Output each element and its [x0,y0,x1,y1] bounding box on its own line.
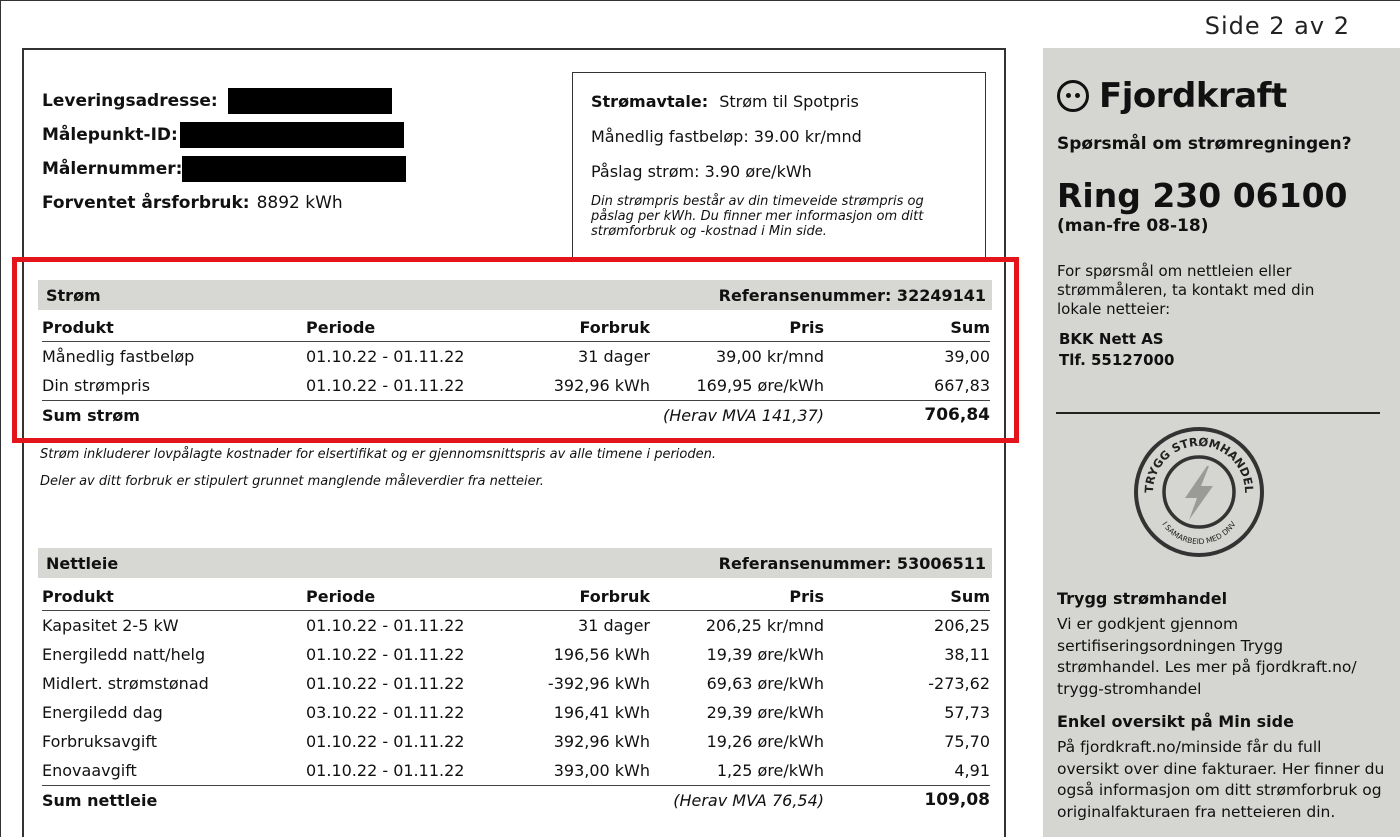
expected-usage-label: Forventet årsforbruk: [42,193,250,213]
brand-name: Fjordkraft [1099,76,1287,116]
cell-product: Energiledd natt/helg [42,645,206,664]
page-number: Side 2 av 2 [1204,12,1350,40]
meter-point-label: Målepunkt-ID: [42,125,178,145]
trygg-text: Vi er godkjent gjennom sertifiseringsordningen Trygg strømhandel. Les mer på fjordkraft.no/ trygg-stromhandel [1057,615,1357,698]
sum-value: 109,08 [924,790,990,810]
cell-usage: 196,56 kWh [553,645,650,664]
table-row [42,640,990,669]
cell-price: 19,39 øre/kWh [706,645,824,664]
cell-period: 01.10.22 - 01.11.22 [306,732,465,751]
grid-owner-text: For spørsmål om nettleien eller strømmåleren, ta kontakt med din lokale netteier: [1057,262,1315,318]
col-price: Pris [789,318,824,337]
col-usage: Forbruk [579,587,650,606]
support-hours: (man-fre 08-18) [1057,216,1209,236]
redacted-meter-point [180,122,404,148]
cell-period: 01.10.22 - 01.11.22 [306,761,465,780]
agreement-markup: Påslag strøm: 3.90 øre/kWh [591,162,812,181]
cell-product: Energiledd dag [42,703,163,722]
table-row [42,698,990,727]
col-period: Periode [306,318,376,337]
cell-sum: 39,00 [944,347,990,366]
address-block [42,84,406,220]
col-sum: Sum [950,318,990,337]
agreement-value: Strøm til Spotpris [719,92,859,111]
meter-number-label: Målernummer: [42,159,183,179]
nettleie-section-header [38,548,992,578]
support-phone: Ring 230 06100 [1057,176,1348,215]
badge-top-text: TRYGG STRØMHANDEL [1141,434,1257,494]
cell-usage: -392,96 kWh [547,674,650,693]
strom-title: Strøm [46,285,101,305]
nettleie-title: Nettleie [46,553,119,573]
agreement-box [572,72,986,260]
sum-label: Sum strøm [42,405,140,425]
grid-owner [1059,329,1175,371]
minside-text: På fjordkraft.no/minside får du full oversikt over dine fakturaer. Her finner du også informasjon om ditt strømforbruk og originalfakturaen fra netteieren din. [1057,738,1385,821]
cell-period: 03.10.22 - 01.11.22 [306,703,465,722]
col-sum: Sum [950,587,990,606]
cell-usage: 392,96 kWh [553,376,650,395]
redacted-meter-number [182,156,406,182]
strom-reference: Referansenummer: 32249141 [718,285,986,305]
cell-usage: 31 dager [578,347,650,366]
col-product: Produkt [42,587,114,606]
brand-logo [1057,76,1287,116]
cell-usage: 393,00 kWh [553,761,650,780]
redacted-address [228,88,392,114]
grid-owner-name: BKK Nett AS [1059,330,1164,348]
support-question: Spørsmål om strømregningen? [1057,134,1352,154]
sum-label: Sum nettleie [42,790,158,810]
cell-sum: 206,25 [934,616,990,635]
cell-price: 19,26 øre/kWh [706,732,824,751]
cell-product: Kapasitet 2-5 kW [42,616,179,635]
cell-period: 01.10.22 - 01.11.22 [306,645,465,664]
footnote-2: Deler av ditt forbruk er stipulert grunnet manglende måleverdier fra netteier. [40,474,544,489]
cell-price: 69,63 øre/kWh [706,674,824,693]
table-row [42,756,990,785]
cell-period: 01.10.22 - 01.11.22 [306,674,465,693]
table-row [42,611,990,640]
cell-product: Enovaavgift [42,761,137,780]
trygg-stromhandel-badge-icon [1131,424,1267,560]
table-row [42,669,990,698]
agreement-label: Strømavtale: [591,92,709,111]
table-row [42,727,990,756]
highlight-box [12,257,1019,443]
cell-sum: 57,73 [944,703,990,722]
trygg-title: Trygg strømhandel [1057,589,1228,608]
delivery-address-label: Leveringsadresse: [42,91,218,111]
cell-sum: -273,62 [928,674,990,693]
vat-note: (Herav MVA 141,37) [663,405,824,425]
sum-row [42,785,990,814]
cell-product: Månedlig fastbeløp [42,347,195,366]
svg-text:I SAMARBEID MED DNV [1160,519,1238,546]
cell-sum: 75,70 [944,732,990,751]
col-usage: Forbruk [579,318,650,337]
cell-sum: 38,11 [944,645,990,664]
nettleie-reference: Referansenummer: 53006511 [718,553,986,573]
sidebar-divider [1056,412,1380,414]
minside-title: Enkel oversikt på Min side [1057,712,1294,731]
footnote-1: Strøm inkluderer lovpålagte kostnader for elsertifikat og er gjennomsnittspris av alle timene i perioden. [40,447,716,462]
col-product: Produkt [42,318,114,337]
table-header [42,583,990,611]
sum-value: 706,84 [924,405,990,425]
cell-product: Forbruksavgift [42,732,157,751]
expected-usage-value: 8892 kWh [256,193,343,213]
cell-price: 29,39 øre/kWh [706,703,824,722]
vat-note: (Herav MVA 76,54) [673,790,824,810]
cell-usage: 31 dager [578,616,650,635]
cell-period: 01.10.22 - 01.11.22 [306,376,465,395]
grid-owner-phone: Tlf. 55127000 [1059,351,1175,369]
cell-sum: 4,91 [954,761,990,780]
cell-price: 1,25 øre/kWh [716,761,824,780]
col-price: Pris [789,587,824,606]
cell-period: 01.10.22 - 01.11.22 [306,347,465,366]
cell-price: 169,95 øre/kWh [696,376,824,395]
cell-price: 206,25 kr/mnd [705,616,824,635]
col-period: Periode [306,587,376,606]
cell-usage: 196,41 kWh [553,703,650,722]
agreement-monthly: Månedlig fastbeløp: 39.00 kr/mnd [591,127,862,146]
smiley-logo-icon [1057,80,1089,112]
cell-product: Din strømpris [42,376,151,395]
cell-sum: 667,83 [934,376,990,395]
cell-period: 01.10.22 - 01.11.22 [306,616,465,635]
agreement-note: Din strømpris består av din timeveide strømpris og påslag per kWh. Du finner mer informasjon om ditt strømforbruk og -kostnad i Min side. [591,194,924,239]
cell-product: Midlert. strømstønad [42,674,209,693]
badge-bottom-text: I SAMARBEID MED DNV [1160,519,1238,547]
nettleie-table [42,583,990,814]
cell-price: 39,00 kr/mnd [715,347,824,366]
cell-usage: 392,96 kWh [553,732,650,751]
